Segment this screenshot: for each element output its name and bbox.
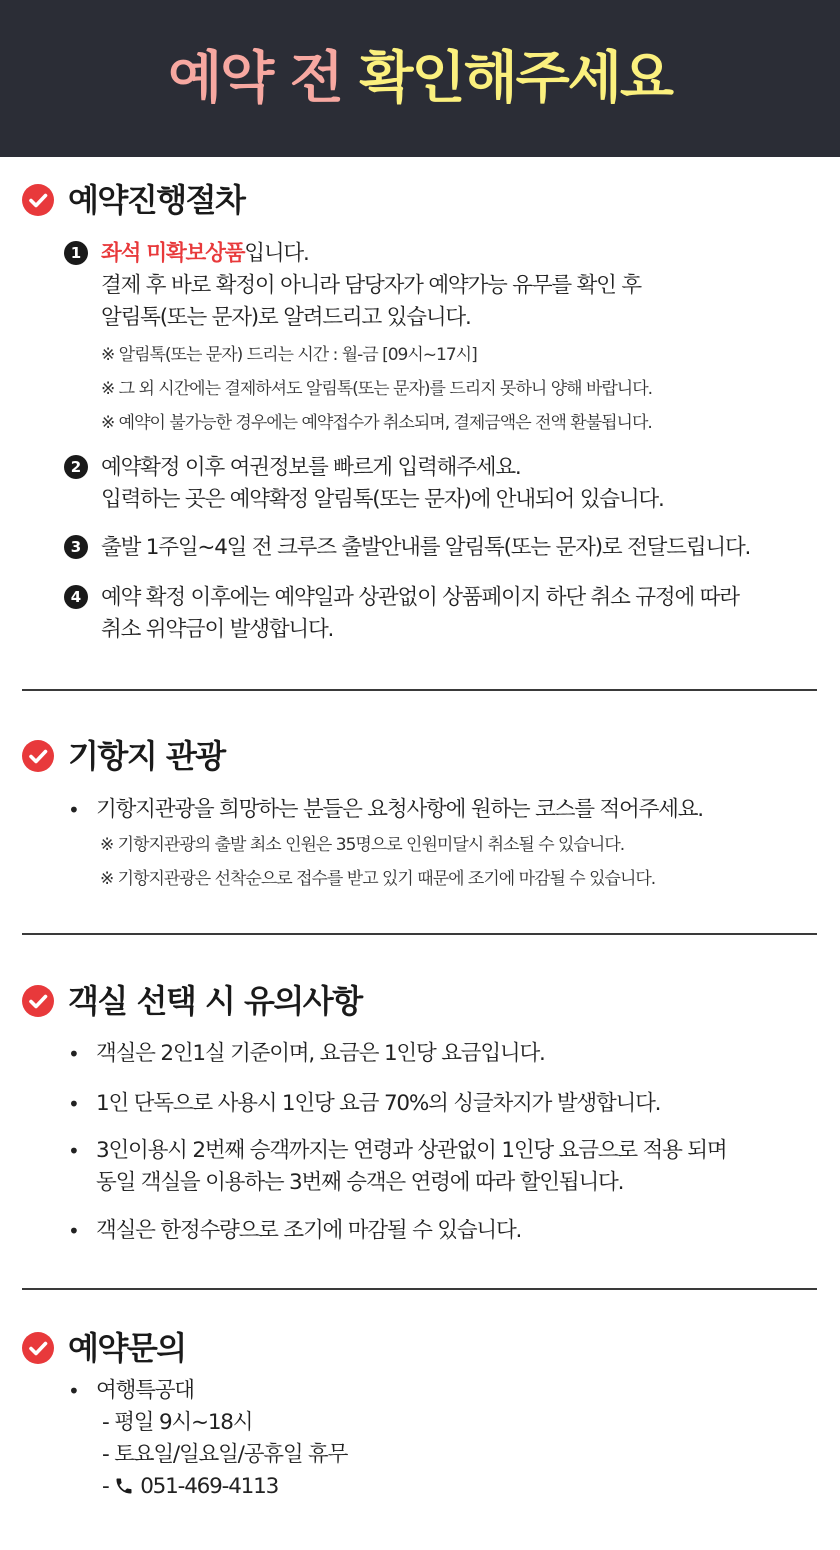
bullet-line: 동일 객실을 이용하는 3번째 승객은 연령에 따라 할인됩니다. (96, 1170, 624, 1195)
section-title: 객실 선택 시 유의사항 (68, 982, 362, 1020)
list-item-text (96, 1135, 726, 1199)
business-hours: - 평일 9시~18시 (102, 1410, 253, 1435)
highlight-text: 좌석 미확보상품 (101, 241, 245, 266)
divider (22, 1288, 817, 1290)
step-body (101, 582, 739, 646)
page-title (168, 45, 672, 111)
step-text: 입니다. (244, 241, 309, 266)
list-item-text: 객실은 2인1실 기준이며, 요금은 1인당 요금입니다. (96, 1041, 545, 1066)
list-item (68, 1088, 830, 1120)
bullet-dot: • (68, 1139, 80, 1163)
bullet-dot: • (68, 1379, 80, 1403)
title-part-1: 예약 전 (168, 45, 342, 111)
divider (22, 689, 817, 691)
list-item (68, 1135, 830, 1199)
closed-days: - 토요일/일요일/공휴일 휴무 (102, 1442, 348, 1467)
step-line: 입력하는 곳은 예약확정 알림톡(또는 문자)에 안내되어 있습니다. (101, 487, 664, 512)
step-line: 예약확정 이후 여권정보를 빠르게 입력해주세요. (101, 455, 521, 480)
step-number: 1 (64, 241, 88, 265)
phone-line (96, 1471, 347, 1503)
step-line: 결제 후 바로 확정이 아니라 담당자가 예약가능 유무를 확인 후 (101, 273, 641, 298)
note: ※ 알림톡(또는 문자) 드리는 시간 : 월-금 [09시~17시] (101, 345, 477, 365)
list-item (68, 1215, 830, 1247)
section-title-row (22, 1329, 186, 1367)
step-line: 출발 1주일~4일 전 크루즈 출발안내를 알림톡(또는 문자)로 전달드립니다. (101, 535, 751, 560)
step-4 (64, 582, 830, 646)
note: ※ 예약이 불가능한 경우에는 예약접수가 취소되며, 결제금액은 전액 환불됩니다. (101, 413, 652, 433)
section-title-row (22, 181, 245, 219)
step-2 (64, 452, 830, 516)
step-body (101, 532, 750, 564)
section-title: 예약문의 (68, 1329, 186, 1367)
bullet-dot: • (68, 1092, 80, 1116)
check-circle-icon (22, 985, 54, 1017)
section-title: 기항지 관광 (68, 737, 225, 775)
step-1 (64, 238, 830, 440)
bullet-line: 3인이용시 2번째 승객까지는 연령과 상관없이 1인당 요금으로 적용 되며 (96, 1138, 727, 1163)
note: ※ 기항지관광의 출발 최소 인원은 35명으로 인원미달시 취소될 수 있습니다. (100, 835, 625, 855)
bullet-dot: • (68, 1042, 80, 1066)
contact-text (96, 1375, 347, 1503)
step-number: 2 (64, 455, 88, 479)
note: ※ 기항지관광은 선착순으로 접수를 받고 있기 때문에 조기에 마감될 수 있습니다. (100, 869, 656, 889)
list-item-text: 1인 단독으로 사용시 1인당 요금 70%의 싱글차지가 발생합니다. (96, 1091, 661, 1116)
phone-number-link[interactable]: 051-469-4113 (140, 1474, 279, 1499)
step-number: 4 (64, 585, 88, 609)
list-item (68, 1038, 830, 1070)
title-part-2: 확인해주세요 (359, 45, 672, 111)
step-body (101, 238, 652, 440)
bullet-dot: • (68, 1219, 80, 1243)
check-circle-icon (22, 740, 54, 772)
list-item (68, 794, 830, 826)
section-title-row (22, 737, 225, 775)
section-title-row (22, 982, 362, 1020)
list-item-text (96, 794, 703, 826)
list-item-text: 객실은 한정수량으로 조기에 마감될 수 있습니다. (96, 1218, 522, 1243)
page-header (0, 0, 840, 157)
step-body (101, 452, 664, 516)
step-number: 3 (64, 535, 88, 559)
bullet-line: 기항지관광을 희망하는 분들은 요청사항에 원하는 코스를 적어주세요. (96, 797, 703, 822)
divider (22, 933, 817, 935)
step-3 (64, 532, 830, 564)
check-circle-icon (22, 1332, 54, 1364)
contact-block (68, 1375, 830, 1503)
phone-prefix: - (102, 1474, 109, 1499)
step-line: 예약 확정 이후에는 예약일과 상관없이 상품페이지 하단 취소 규정에 따라 (101, 585, 739, 610)
phone-icon (114, 1476, 134, 1496)
step-line: 취소 위약금이 발생합니다. (101, 617, 334, 642)
company-name: 여행특공대 (96, 1378, 194, 1403)
bullet-dot: • (68, 798, 80, 822)
note: ※ 그 외 시간에는 결제하셔도 알림톡(또는 문자)를 드리지 못하니 양해 바랍니다. (101, 379, 653, 399)
section-title: 예약진행절차 (68, 181, 245, 219)
step-line: 알림톡(또는 문자)로 알려드리고 있습니다. (101, 305, 471, 330)
check-circle-icon (22, 184, 54, 216)
